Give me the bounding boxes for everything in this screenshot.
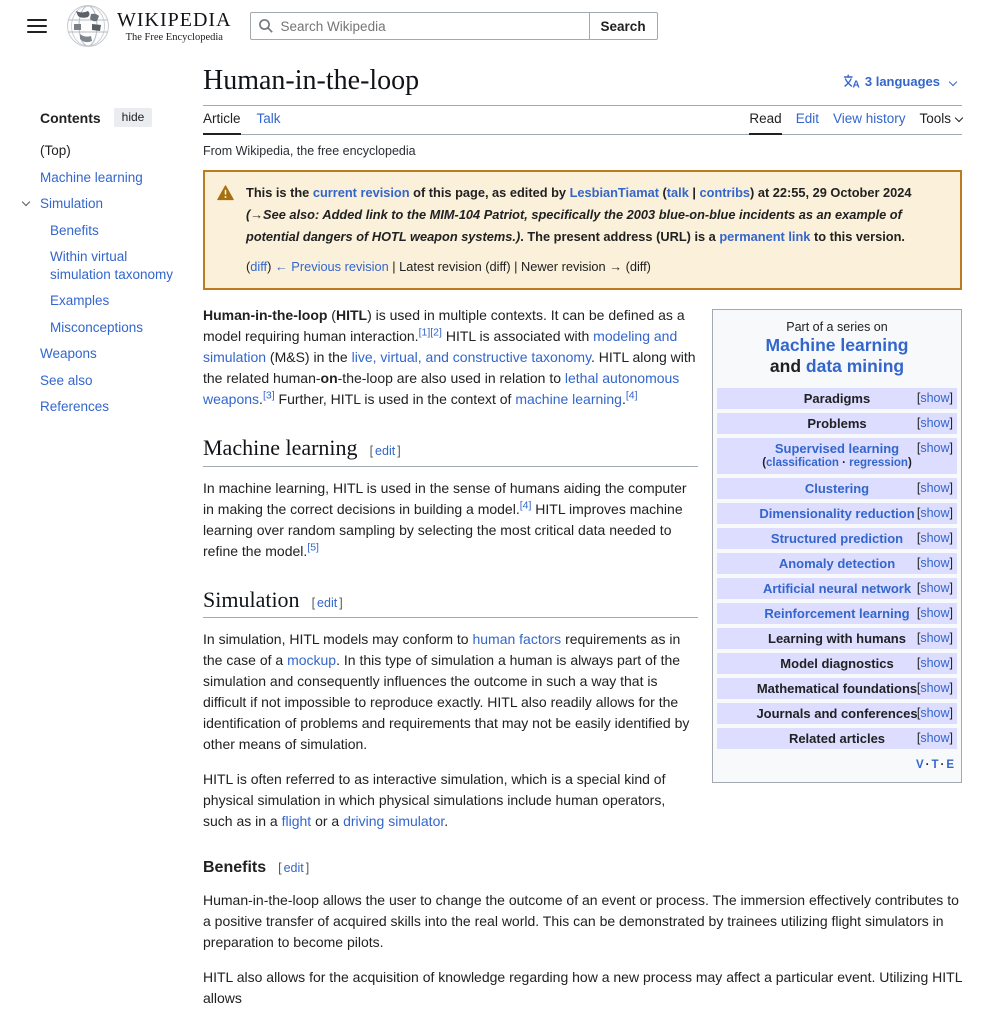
- tab-edit[interactable]: Edit: [795, 111, 819, 126]
- inline-link[interactable]: permanent link: [719, 229, 811, 244]
- site-header: [0, 0, 985, 52]
- toc-hide-button[interactable]: hide: [114, 108, 153, 127]
- show-toggle[interactable]: [show]: [916, 606, 953, 620]
- simulation-paragraph-1: In simulation, HITL models may conform to human factors requirements as in the case of a mockup. In this type of simulation a human is always part of the simulation and consequently influences the outcome in such a way that is difficult if not impossible to reproduce exactly. HITL also readily allows for the identification of problems and requirements that may not be easily identified by other means of simulation.: [203, 631, 690, 753]
- page-title-row: [203, 62, 962, 106]
- vte-view-link[interactable]: V: [915, 759, 924, 771]
- infobox-row-journals-and-conferences: Journals and conferences [show]: [717, 703, 957, 724]
- infobox-supervised-sublinks: (classification · regression): [762, 457, 912, 469]
- inline-link[interactable]: LesbianTiamat: [569, 185, 659, 200]
- infobox-row-reinforcement-learning: Reinforcement learning [show]: [717, 603, 957, 624]
- inline-link[interactable]: mockup: [287, 652, 337, 669]
- wikipedia-tagline: The Free Encyclopedia: [125, 31, 223, 43]
- infobox-title-line-2: and data mining: [769, 356, 905, 376]
- chevron-down-icon: [955, 114, 963, 122]
- edit-section-link[interactable]: edit: [317, 595, 338, 610]
- infobox-vte-nav: V · T · E: [915, 759, 954, 771]
- show-toggle[interactable]: [show]: [916, 656, 953, 670]
- chevron-down-icon[interactable]: [22, 198, 30, 206]
- toc-item-benefits[interactable]: Benefits: [50, 222, 99, 238]
- tab-read[interactable]: Read: [749, 106, 781, 135]
- show-toggle[interactable]: [show]: [916, 706, 953, 720]
- revision-notice-text: This is the current revision of this page, as edited by LesbianTiamat (talk | contribs) at 22:55, 29 October 2024 (→See also: Added link to the MIM-104 Patriot, specifically the 2003 blue-on-blue incidents as an example of potential dangers of HOTL weapon systems.). The present address (URL) is a permanent link to this version.: [246, 185, 912, 244]
- reference-link[interactable]: [3]: [262, 389, 275, 402]
- infobox-row-paradigms: Paradigms [show]: [717, 388, 957, 409]
- machine-learning-paragraph: In machine learning, HITL is used in the sense of humans aiding the computer in making the correct decisions in building a model.[4] HITL improves machine learning over random sampling by selecting the most critical data needed to refine the model.[5]: [203, 479, 687, 559]
- infobox-row-related-articles: Related articles [show]: [717, 728, 957, 749]
- reference-link[interactable]: [4]: [519, 498, 532, 511]
- toc-heading: Contents: [40, 109, 101, 126]
- languages-label: 3 languages: [864, 74, 940, 89]
- infobox-row-model-diagnostics: Model diagnostics [show]: [717, 653, 957, 674]
- search-bar: [250, 12, 658, 40]
- toc-item-references[interactable]: References: [40, 399, 110, 415]
- infobox-row-artificial-neural-network: Artificial neural network [show]: [717, 578, 957, 599]
- show-toggle[interactable]: [show]: [916, 441, 953, 455]
- infobox-row-structured-prediction: Structured prediction [show]: [717, 528, 957, 549]
- inline-link[interactable]: diff: [250, 259, 268, 274]
- wikipedia-wordmark: WIKIPEDIA: [117, 8, 232, 31]
- infobox-row-mathematical-foundations: Mathematical foundations [show]: [717, 678, 957, 699]
- tab-talk[interactable]: Talk: [256, 111, 281, 126]
- section-heading-simulation: Simulation [ edit ]: [203, 586, 698, 619]
- reference-link[interactable]: [4]: [625, 389, 638, 402]
- infobox-title-line-1: [717, 335, 957, 356]
- benefits-paragraph-1: Human-in-the-loop allows the user to change the outcome of an event or process. The immersion effectively contributes to a positive transfer of acquired skills into the real world. This can be demonstrated by trainees utilizing flight simulators in preparation to become pilots.: [203, 891, 959, 950]
- show-toggle[interactable]: [show]: [916, 731, 953, 745]
- inline-link[interactable]: live, virtual, and constructive taxonomy: [351, 349, 592, 365]
- search-button[interactable]: Search: [589, 12, 658, 40]
- inline-link[interactable]: regression: [849, 457, 908, 469]
- show-toggle[interactable]: [show]: [916, 481, 953, 495]
- section-heading-machine-learning: Machine learning [ edit ]: [203, 434, 698, 467]
- benefits-paragraph-2-clipped: HITL also allows for the acquisition of knowledge regarding how a new process may affect a particular event. Utilizing HITL allows: [203, 968, 962, 1006]
- revision-notice-box: [203, 170, 962, 290]
- show-toggle[interactable]: [show]: [916, 391, 953, 405]
- infobox-row-anomaly-detection: Anomaly detection [show]: [717, 553, 957, 574]
- inline-link[interactable]: current revision: [312, 185, 410, 200]
- chevron-down-icon: [949, 77, 957, 85]
- inline-link[interactable]: classification: [766, 457, 839, 469]
- show-toggle[interactable]: [show]: [916, 581, 953, 595]
- table-of-contents: [40, 108, 200, 425]
- wikipedia-logo[interactable]: [66, 4, 232, 48]
- vte-talk-link[interactable]: T: [931, 759, 939, 771]
- toc-item-misconceptions[interactable]: Misconceptions: [50, 319, 144, 335]
- show-toggle[interactable]: [show]: [916, 506, 953, 520]
- wikipedia-globe-logo: [66, 4, 110, 48]
- inline-link[interactable]: lethal autonomous weapons: [203, 370, 680, 407]
- svg-text:A: A: [852, 79, 860, 89]
- toc-item-examples[interactable]: Examples: [50, 293, 110, 309]
- search-input[interactable]: [250, 12, 590, 40]
- simulation-paragraph-2: HITL is often referred to as interactive simulation, which is a special kind of physical simulation in which physical simulations include human operators, such as in a flight or a driving simulator.: [203, 771, 666, 830]
- infobox-row-supervised-learning: Supervised learning (classification · regression) [show]: [717, 438, 957, 474]
- content-area: [203, 62, 962, 1023]
- show-toggle[interactable]: [show]: [916, 531, 953, 545]
- inline-link[interactable]: ← Previous revision: [274, 259, 389, 274]
- main-menu-button[interactable]: [27, 16, 47, 36]
- languages-button[interactable]: [837, 73, 962, 90]
- reference-link[interactable]: [5]: [307, 540, 319, 553]
- toc-item-weapons[interactable]: Weapons: [40, 346, 97, 362]
- revision-nav-links: (diff) ← Previous revision | Latest revision (diff) | Newer revision → (diff): [246, 259, 651, 274]
- infobox-row-learning-with-humans: Learning with humans [show]: [717, 628, 957, 649]
- article-tab-bar: [203, 106, 962, 135]
- tab-article[interactable]: Article: [203, 106, 241, 135]
- toc-item-top[interactable]: (Top): [40, 143, 71, 158]
- article-body: [203, 305, 962, 1009]
- tab-view-history[interactable]: View history: [832, 111, 906, 126]
- reference-link[interactable]: [2]: [430, 326, 442, 339]
- inline-link[interactable]: human factors: [472, 631, 562, 648]
- infobox-row-clustering: Clustering [show]: [717, 478, 957, 499]
- toc-item-simulation[interactable]: Simulation: [40, 195, 200, 213]
- toc-item-machine-learning[interactable]: Machine learning: [40, 169, 143, 185]
- inline-link[interactable]: data mining: [805, 356, 905, 376]
- page-title: Human-in-the-loop: [203, 65, 420, 96]
- inline-link[interactable]: Machine learning: [765, 335, 909, 355]
- inline-link[interactable]: talk: [666, 185, 689, 200]
- inline-link[interactable]: machine learning: [515, 391, 622, 407]
- infobox-row-problems: Problems [show]: [717, 413, 957, 434]
- site-subtitle: From Wikipedia, the free encyclopedia: [203, 144, 416, 158]
- toc-item-see-also[interactable]: See also: [40, 372, 93, 388]
- inline-link[interactable]: driving simulator: [343, 813, 445, 830]
- inline-link[interactable]: modeling and simulation: [203, 328, 678, 365]
- vte-edit-link[interactable]: E: [946, 759, 954, 771]
- search-icon: [258, 18, 274, 34]
- edit-section-link[interactable]: edit: [283, 861, 304, 876]
- tab-tools[interactable]: Tools: [919, 106, 962, 134]
- language-icon: [843, 74, 860, 89]
- show-toggle[interactable]: [show]: [916, 416, 953, 430]
- lead-paragraph: Human-in-the-loop (HITL) is used in multiple contexts. It can be defined as a model requiring human interaction.[1][2] HITL is associated with modeling and simulation (M&S) in the live, virtual, and constructive taxonomy. HITL along with the related human-on-the-loop are also used in relation to lethal autonomous weapons.[3] Further, HITL is used in the context of machine learning.[4]: [203, 307, 696, 407]
- toc-item-within-virtual-simulation-taxonomy[interactable]: Within virtual simulation taxonomy: [50, 249, 174, 282]
- inline-link[interactable]: contribs: [699, 185, 751, 200]
- reference-link[interactable]: [1]: [418, 326, 431, 339]
- section-heading-benefits: Benefits [ edit ]: [203, 859, 310, 877]
- machine-learning-series-infobox: [712, 309, 962, 783]
- infobox-part-of: Part of a series on: [786, 320, 888, 334]
- inline-link[interactable]: flight: [281, 813, 312, 830]
- show-toggle[interactable]: [show]: [916, 556, 953, 570]
- show-toggle[interactable]: [show]: [916, 681, 953, 695]
- warning-icon: [217, 185, 234, 201]
- infobox-row-dimensionality-reduction: Dimensionality reduction [show]: [717, 503, 957, 524]
- show-toggle[interactable]: [show]: [916, 631, 953, 645]
- edit-section-link[interactable]: edit: [375, 444, 396, 458]
- hamburger-icon: [27, 19, 47, 21]
